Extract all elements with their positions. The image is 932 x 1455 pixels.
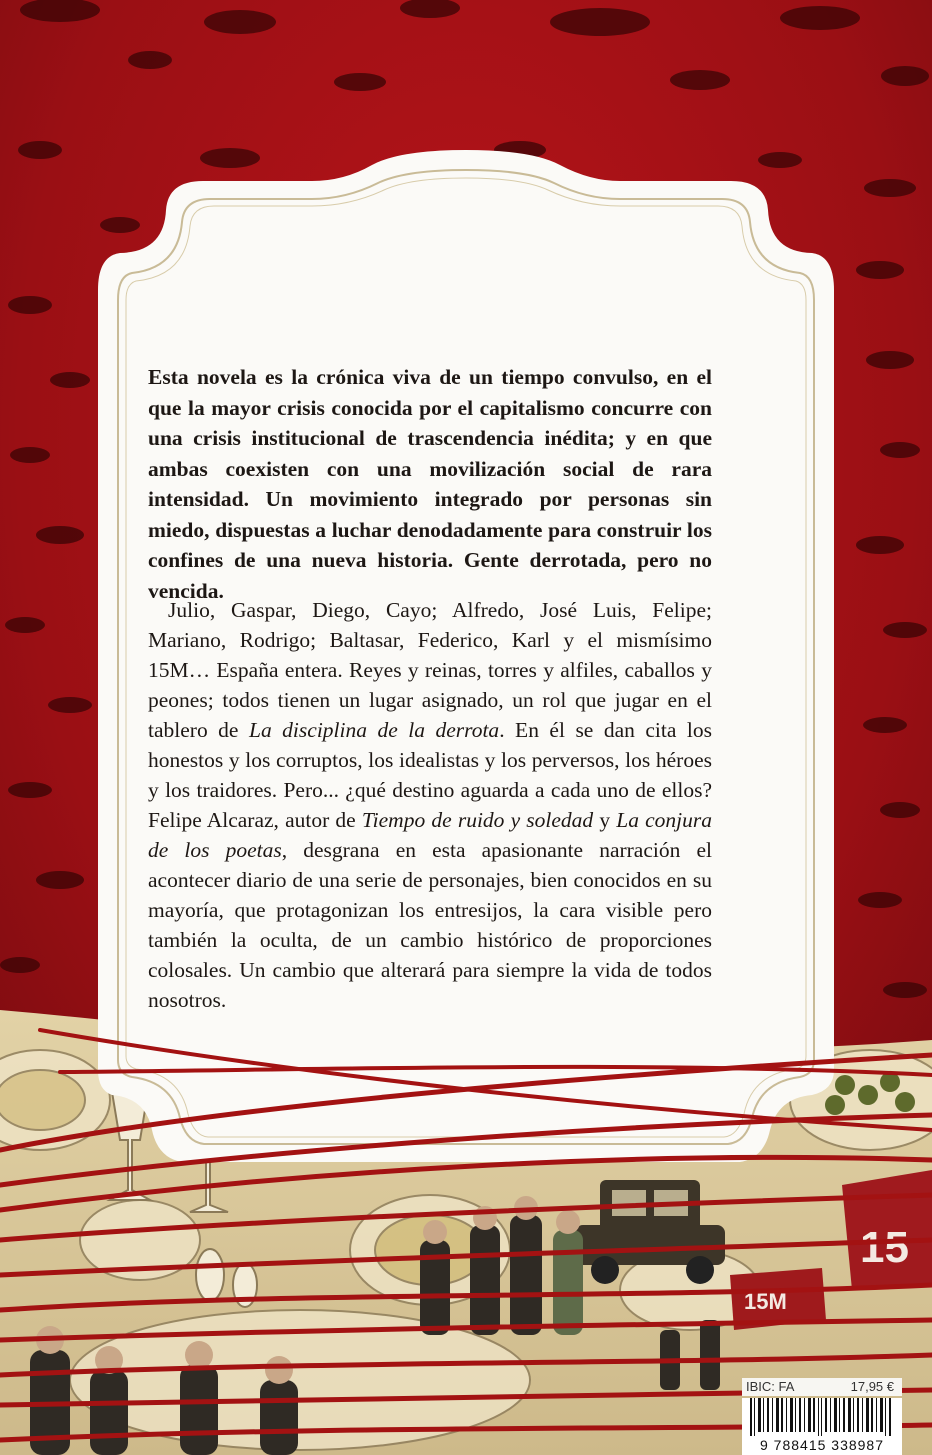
blurb-body-paragraph [148,595,712,1015]
barcode-bars [742,1398,902,1436]
body-text-1: Julio, Gaspar, Diego, Cayo; Alfredo, José Luis, Felipe; Mariano, Rodrigo; Baltasar, Federico, Karl y el mismísimo 15M… España entera. Reyes y reinas, torres y alfiles, caballos y peones; todos tienen un lugar asignado, un rol que jugar en el tablero de [148,598,712,742]
price-tag [742,1378,902,1396]
blurb-lead-paragraph: Esta novela es la crónica viva de un tiempo convulso, en el que la mayor crisis conocida por el capitalismo concurre con una crisis institucional de trascendencia inédita; y en que ambas coexisten con una movilización social de rara intensidad. Un movimiento integrado por personas sin miedo, dispuestas a luchar denodadamente para construir los confines de una nueva historia. Gente derrotada, pero no vencida. [148,365,712,603]
book-title-1: Tiempo de ruido y soledad [361,808,594,832]
flag-small-label: 15M [744,1289,787,1314]
price-amount: 17,95 € [850,1379,894,1394]
ibic-code: IBIC: FA [746,1379,795,1394]
body-text-3: y [593,808,617,832]
body-text-4: , desgrana en esta apasionante narración el acontecer diario de una serie de personajes, bien conocidos en su mayoría, que protagonizan los entresijos, la cara visible pero también la oculta, de un cambio histórico de proporciones colosales. Un cambio que alterará para siempre la vida de todos nosotros. [148,838,712,1012]
body-text-2: . En él se dan cita los honestos y los corruptos, los idealistas y los perversos, los héroes y los traidores. Pero... ¿qué destino aguarda a cada uno de ellos? Felipe Alcaraz, autor de [148,718,712,832]
book-title-main: La disciplina de la derrota [248,718,500,742]
barcode-number: 9 788415 338987 [760,1437,884,1453]
book-title-2: La conjura de los poetas [148,808,713,862]
flag-15-large [842,1170,932,1290]
flag-large-label: 15 [860,1223,909,1272]
